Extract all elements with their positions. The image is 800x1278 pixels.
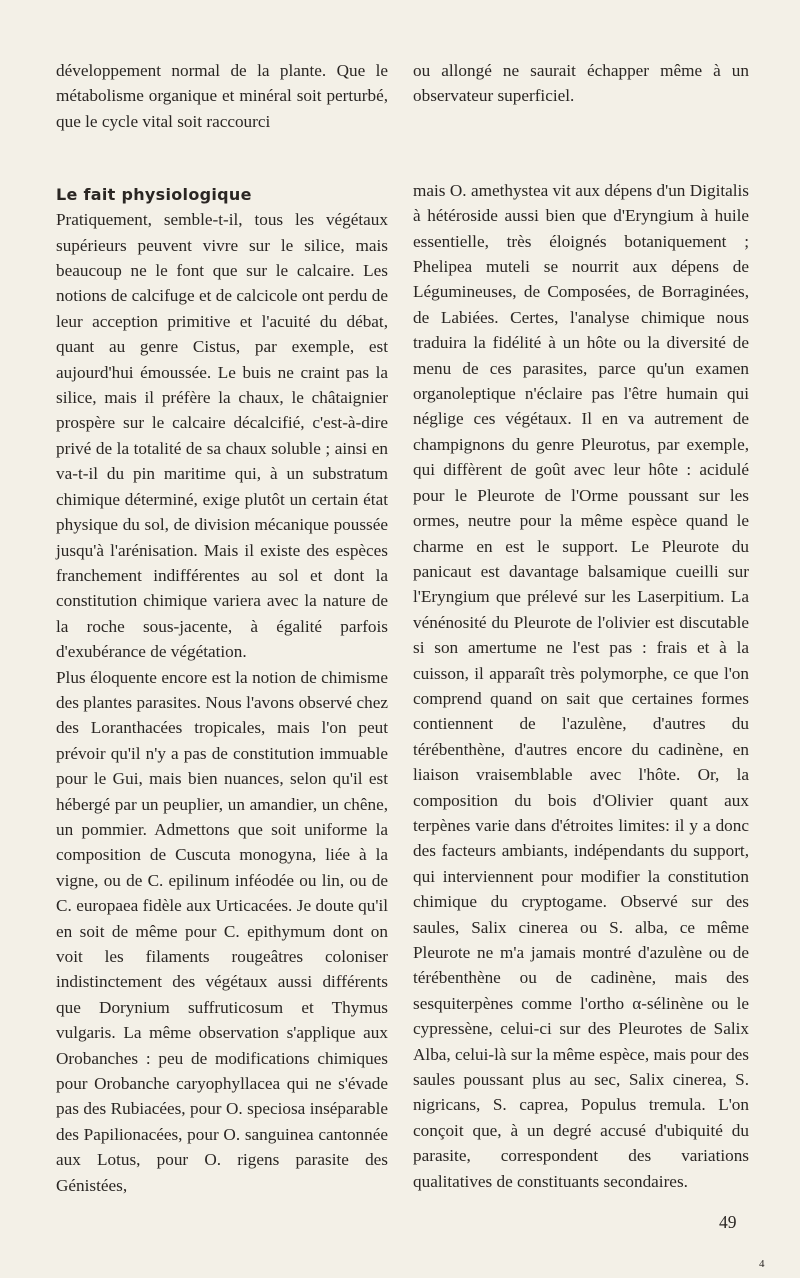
section-heading: Le fait physiologique <box>56 185 252 205</box>
intro-paragraph-left: développement normal de la plante. Que le métabolisme organique et minéral soit perturbé, que le cycle vital soit raccourci <box>56 61 388 131</box>
paragraph-calcifuge: Pratiquement, semble-t-il, tous les végétaux supérieurs peuvent vivre sur le silice, mais beaucoup ne le font que sur le calcaire. Les notions de calcifuge et de calcicole ont perdu de leur acception primitive et l'acuité du débat, quant au genre Cistus, par exemple, est aujourd'hui émoussée. Le buis ne craint pas la silice, mais il préfère la chaux, le châtaignier prospère sur le calcaire décalcifié, c'est-à-dire privé de la totalité de sa chaux soluble ; ainsi en va-t-il du pin maritime qui, à un substratum chimique déterminé, exige plutôt un certain état physique du sol, de division mécanique poussée jusqu'à l'arénisation. Mais il existe des espèces franchement indifférentes au sol et dont la constitution chimique variera avec la nature de la roche sous-jacente, à égalité parfois d'exubérance de végétation. <box>56 210 388 662</box>
intro-paragraph-right: ou allongé ne saurait échapper même à un observateur superficiel. <box>413 61 749 106</box>
right-column <box>413 58 749 1194</box>
page-number: 49 <box>719 1212 737 1232</box>
paragraph-pleurotus: mais O. amethystea vit aux dépens d'un Digitalis à hétéroside aussi bien que d'Eryngium à huile essentielle, très éloignés botaniquement ; Phelipea muteli se nourrit aux dépens de Légumineuses, de Composées, de Borraginées, de Labiées. Certes, l'analyse chimique nous traduira la fidélité à un hôte ou la diversité de menu de ces parasites, parce qu'un examen organoleptique n'éclaire pas l'être humain qui néglige ces végétaux. Il en va autrement de champignons du genre Pleurotus, par exemple, qui diffèrent de goût avec leur hôte : acidulé pour le Pleurote de l'Orme poussant sur les ormes, neutre pour la même espèce quand le charme en est le support. Le Pleurote du panicaut est davantage balsamique cueilli sur l'Eryngium que prélevé sur les Laserpitium. La vénénosité du Pleurote de l'olivier est discutable si son amertume ne l'est pas : frais et à la cuisson, il apparaît très polymorphe, ce que l'on comprend quand on sait que certaines formes contiennent de l'azulène, d'autres du térébenthène, d'autres encore du cadinène, en liaison vraisemblable avec l'hôte. Or, la composition du bois d'Olivier quant aux terpènes varie dans d'étroites limites: il y a donc des facteurs ambiants, indépendants du support, qui interviennent pour modifier la constitution chimique du cryptogame. Observé sur des saules, Salix cinerea ou S. alba, ce même Pleurote ne m'a jamais montré d'azulène ou de térébenthène ou de cadinène, mais des sesquiterpènes comme l'ortho α-sélinène ou le cypressène, celui-ci sur des Pleurotes de Salix Alba, celui-là sur la même espèce, mais pour des saules poussant plus au sec, Salix cinerea, S. nigricans, S. caprea, Populus tremula. L'on conçoit que, à un degré accusé d'ubiquité du parasite, correspondent des variations qualitatives de constituants secondaires. <box>413 180 749 1191</box>
left-column <box>56 58 388 1198</box>
signature-mark: 4 <box>759 1258 765 1270</box>
paragraph-parasites: Plus éloquente encore est la notion de chimisme des plantes parasites. Nous l'avons observé chez des Loranthacées tropicales, mais l'on peut prévoir qu'il n'y a pas de constitution immuable pour le Gui, mais bien nuances, selon qu'il est hébergé par un peuplier, un amandier, un chêne, un pommier. Admettons que soit uniforme la composition de Cuscuta monogyna, liée à la vigne, ou de C. epilinum inféodée ou lin, ou de C. europaea fidèle aux Urticacées. Je doute qu'il en soit de même pour C. epithymum dont on voit les filaments rougeâtres coloniser indistinctement des végétaux aussi différents que Dorynium suffruticosum et Thymus vulgaris. La même observation s'applique aux Orobanches : peu de modifications chimiques pour Orobanche caryophyllacea qui ne s'évade pas des Rubiacées, pour O. speciosa inséparable des Papilionacées, pour O. sanguinea cantonnée aux Lotus, pour O. rigens parasite des Génistées, <box>56 667 388 1195</box>
